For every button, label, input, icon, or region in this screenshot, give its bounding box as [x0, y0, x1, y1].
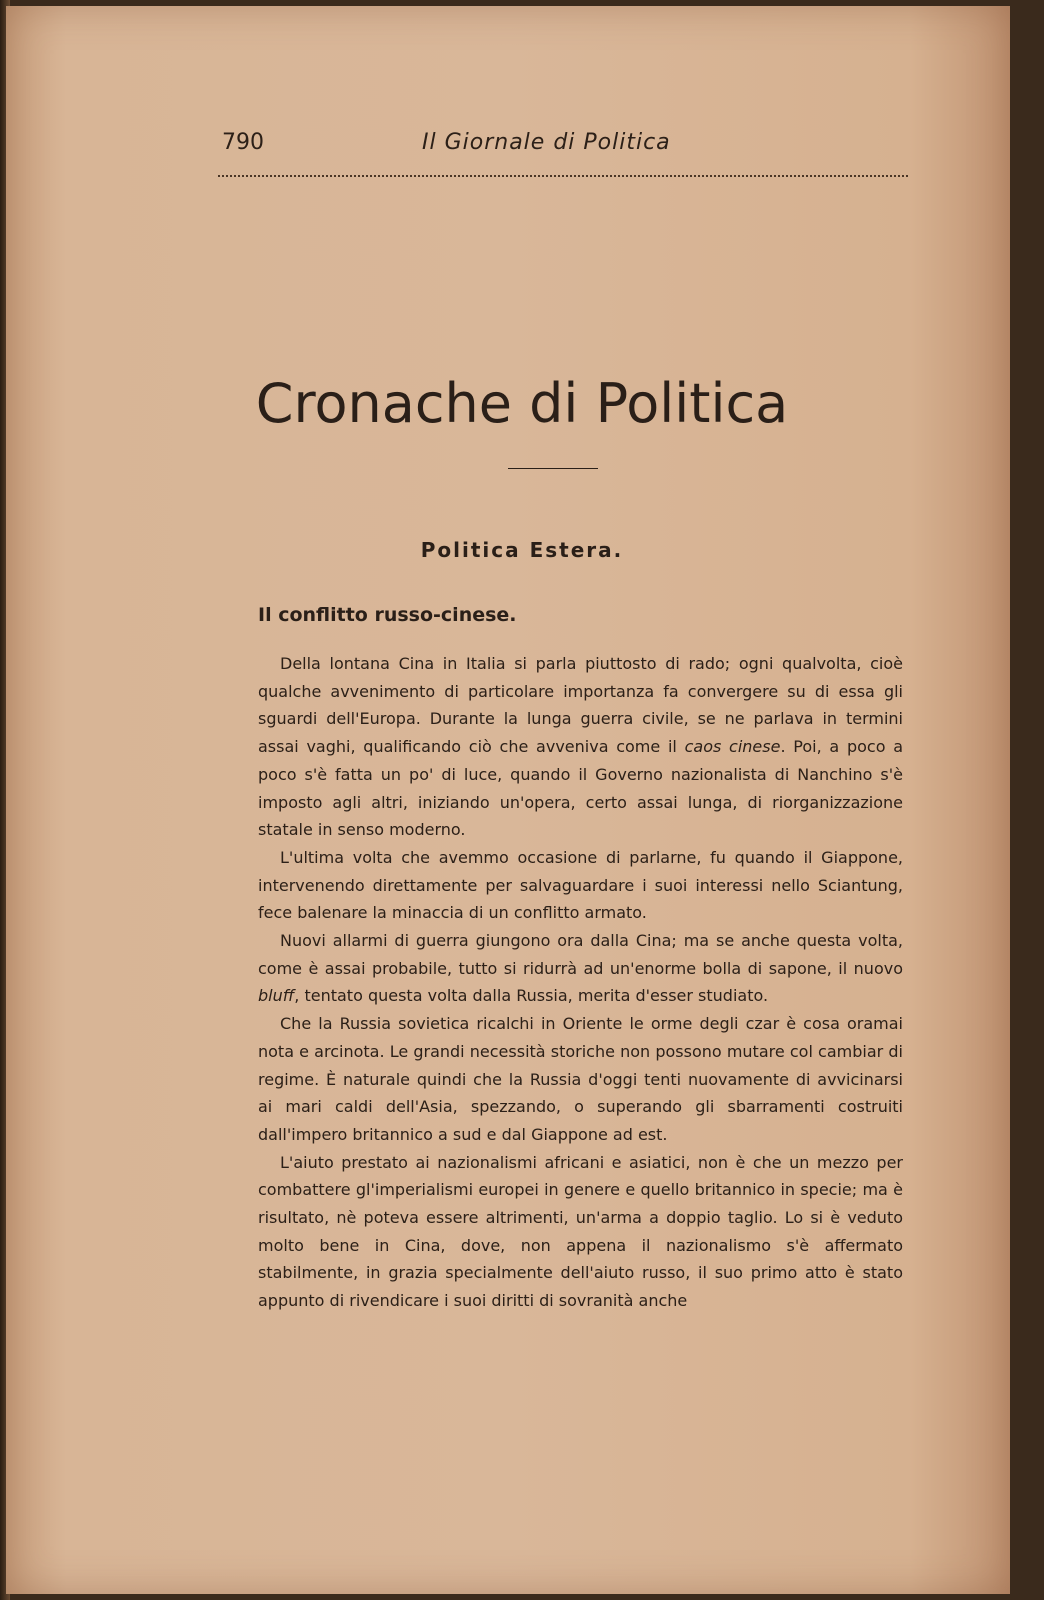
section-title: Cronache di Politica [255, 372, 789, 435]
header-dotted-rule [218, 175, 908, 177]
paragraph-3: Nuovi allarmi di guerra giungono ora dalla Cina; ma se anche questa volta, come è assai probabile, tutto si ridurrà ad un'enorme bolla di sapone, il nuovo bluff, tentato questa volta dalla Russia, merita d'esser studiato. [258, 931, 903, 1006]
article-title: Il conflitto russo-cinese. [258, 604, 517, 626]
paragraph-5: L'aiuto prestato ai nazionalismi africani e asiatici, non è che un mezzo per combattere gl'imperialismi europei in genere e quello britannico in specie; ma è risultato, nè poteva essere altrimenti, un'arma a doppio taglio. Lo si è veduto molto bene in Cina, dove, non appena il nazionalismo s'è affermato stabilmente, in grazia specialmente dell'aiuto russo, il suo primo atto è stato appunto di rivendicare i suoi diritti di sovranità anche [258, 1152, 903, 1311]
title-rule [508, 468, 598, 469]
paragraph-1: Della lontana Cina in Italia si parla piuttosto di rado; ogni qualvolta, cioè qualche avvenimento di particolare importanza fa convergere su di essa gli sguardi dell'Europa. Durante la lunga guerra civile, se ne parlava in termini assai vaghi, qualificando ciò che avveniva come il caos cinese. Poi, a poco a poco s'è fatta un po' di luce, quando il Governo nazionalista di Nanchino s'è imposto agli altri, iniziando un'opera, certo assai lunga, di riorganizzazione statale in senso moderno. [258, 654, 904, 840]
article-body [258, 650, 903, 1315]
page-header [222, 130, 912, 170]
paragraph-4: Che la Russia sovietica ricalchi in Oriente le orme degli czar è cosa oramai nota e arcinota. Le grandi necessità storiche non possono mutare col cambiar di regime. È naturale quindi che la Russia d'oggi tenti nuovamente di avvicinarsi ai mari caldi dell'Asia, spezzando, o superando gli sbarramenti costruiti dall'impero britannico a sud e dal Giappone ad est. [258, 1014, 903, 1144]
paragraph-2: L'ultima volta che avemmo occasione di parlarne, fu quando il Giappone, intervenendo direttamente per salvaguardare i suoi interessi nello Sciantung, fece balenare la minaccia di un conflitto armato. [258, 847, 903, 923]
subsection-title: Politica Estera. [420, 538, 624, 562]
page-number: 790 [222, 130, 264, 155]
running-title: Il Giornale di Politica [422, 130, 671, 155]
